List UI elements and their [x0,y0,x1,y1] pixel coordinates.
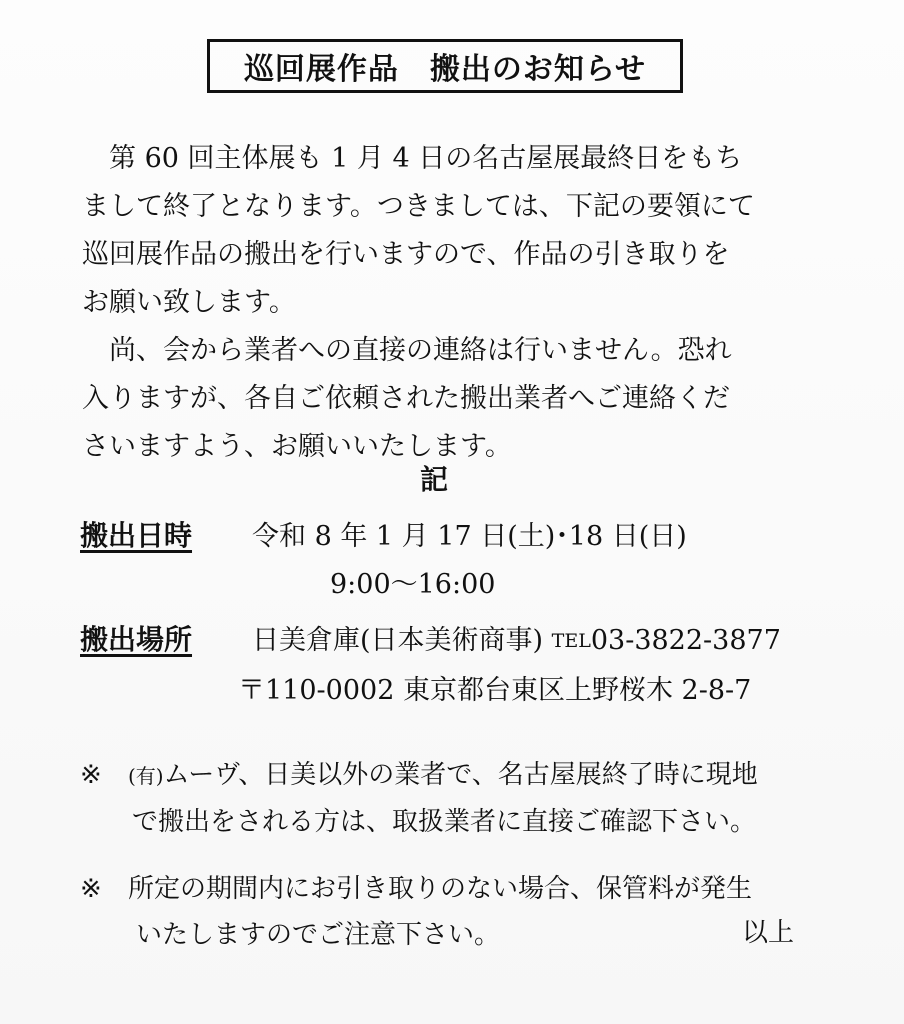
note-item [80,866,840,958]
intro-line: まして終了となります。つきましては、下記の要領にて [82,191,755,222]
pickup-place-value [252,618,781,657]
address-text: 東京都台東区上野桜木 2-8-7 [402,675,752,706]
note-mark: ※ [80,760,102,790]
document-title: 巡回展作品 搬出のお知らせ [207,39,683,93]
company-prefix: (有) [128,764,164,788]
notice-line: 入りますが、各自ご依頼された搬出業者へご連絡くだ [82,383,730,414]
note-line: いたしますのでご注意下さい。 [136,920,501,950]
note-item [80,752,840,845]
note-line: で搬出をされる方は、取扱業者に直接ご確認下さい。 [132,807,757,837]
pickup-date-value: 令和 8 年 1 月 17 日(土)･18 日(日) [252,521,687,552]
note-line [80,866,840,912]
tel-label: TEL [551,630,591,652]
postal-mark: 〒 [238,675,265,706]
intro-line: 第 60 回主体展も 1 月 4 日の名古屋展最終日をもち [82,143,743,174]
pickup-date-label: 搬出日時 [80,519,193,552]
intro-paragraph [82,135,822,327]
intro-line: お願い致します。 [82,287,296,318]
note-text: 所定の期間内にお引き取りのない場合、保管料が発生 [128,874,753,904]
note-line [80,760,758,790]
note-mark: ※ [80,874,102,904]
ki-heading: 記 [420,463,449,496]
pickup-address [238,668,751,707]
postal-code: 110-0002 [265,675,395,706]
closing-text: 以上 [742,918,795,948]
tel-number: 03-3822-3877 [590,625,781,656]
pickup-time-value: 9:00～16:00 [330,569,496,600]
notice-line: 尚、会から業者への直接の連絡は行いません。恐れ [82,335,732,366]
notice-line: さいますよう、お願いいたします。 [82,431,512,462]
note-text: ムーヴ、日美以外の業者で、名古屋展終了時に現地 [163,760,758,790]
intro-line: 巡回展作品の搬出を行いますので、作品の引き取りを [82,239,730,270]
warehouse-name: 日美倉庫(日本美術商事) [252,625,544,656]
pickup-place-label: 搬出場所 [80,623,193,656]
notice-paragraph [82,327,822,471]
